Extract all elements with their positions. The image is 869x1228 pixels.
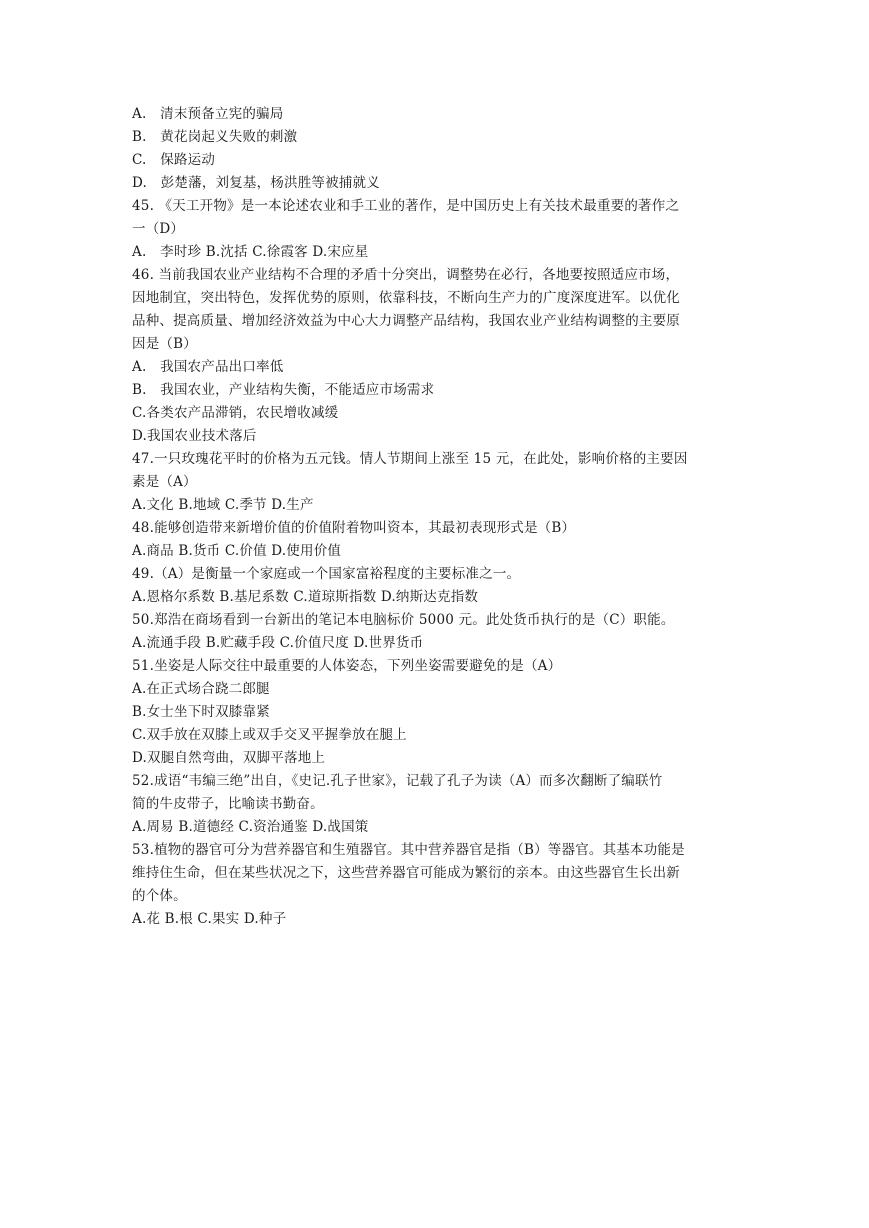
text-line: A.恩格尔系数 B.基尼系数 C.道琼斯指数 D.纳斯达克指数: [132, 589, 479, 605]
text-line: 52.成语“韦编三绝”出自，《史记.孔子世家》，记载了孔子为读（A）而多次翻断了编联竹: [132, 773, 663, 789]
text-line: 48.能够创造带来新增价值的价值附着物叫资本，其最初表现形式是（B）: [132, 520, 576, 536]
text-line: A. 我国农产品出口率低: [132, 359, 284, 375]
text-line: A.花 B.根 C.果实 D.种子: [132, 911, 287, 927]
text-line: 53.植物的器官可分为营养器官和生殖器官。其中营养器官是指（B）等器官。其基本功能是: [132, 842, 685, 858]
text-line: C.各类农产品滞销，农民增收减缓: [132, 405, 339, 421]
text-line: D.我国农业技术落后: [132, 428, 257, 444]
text-line: D.双腿自然弯曲，双脚平落地上: [132, 750, 326, 766]
text-line: 因是（B）: [132, 336, 197, 352]
text-line: 简的牛皮带子，比喻读书勤奋。: [132, 796, 324, 812]
text-line: 46. 当前我国农业产业结构不合理的矛盾十分突出，调整势在必行，各地要按照适应市场，: [132, 267, 680, 283]
document-page: [132, 103, 744, 931]
text-line: C.双手放在双膝上或双手交叉平握拳放在腿上: [132, 727, 407, 743]
text-line: D. 彭楚藩，刘复基，杨洪胜等被捕就义: [132, 175, 380, 191]
text-line: B. 黄花岗起义失败的刺激: [132, 129, 298, 145]
text-line: 的个体。: [132, 888, 187, 904]
text-line: 49.（A）是衡量一个家庭或一个国家富裕程度的主要标准之一。: [132, 566, 521, 582]
text-line: 品种、提高质量、增加经济效益为中心大力调整产品结构，我国农业产业结构调整的主要原: [132, 313, 680, 329]
text-line: B. 我国农业，产业结构失衡，不能适应市场需求: [132, 382, 435, 398]
text-line: A.流通手段 B.贮藏手段 C.价值尺度 D.世界货币: [132, 635, 424, 651]
text-line: 维持住生命，但在某些状况之下，这些营养器官可能成为繁衍的亲本。由这些器官生长出新: [132, 865, 680, 881]
text-line: B.女士坐下时双膝靠紧: [132, 704, 270, 720]
text-line: A.商品 B.货币 C.价值 D.使用价值: [132, 543, 342, 559]
text-line: A.在正式场合跷二郎腿: [132, 681, 270, 697]
text-line: 51.坐姿是人际交往中最重要的人体姿态，下列坐姿需要避免的是（A）: [132, 658, 562, 674]
text-line: A. 李时珍 B.沈括 C.徐霞客 D.宋应星: [132, 244, 369, 260]
text-line: A.周易 B.道德经 C.资治通鉴 D.战国策: [132, 819, 369, 835]
text-line: 47.一只玫瑰花平时的价格为五元钱。情人节期间上涨至 15 元，在此处，影响价格的主要因: [132, 451, 688, 467]
text-line: 素是（A）: [132, 474, 197, 490]
text-line: 因地制宜，突出特色，发挥优势的原则，依靠科技，不断向生产力的广度深度进军。以优化: [132, 290, 680, 306]
text-line: 50.郑浩在商场看到一台新出的笔记本电脑标价 5000 元。此处货币执行的是（C）职能。: [132, 612, 675, 628]
text-line: A.文化 B.地域 C.季节 D.生产: [132, 497, 314, 513]
text-line: 45. 《天工开物》是一本论述农业和手工业的著作，是中国历史上有关技术最重要的著作之: [132, 198, 680, 214]
text-line: 一（D）: [132, 221, 185, 237]
text-line: C. 保路运动: [132, 152, 216, 168]
text-line: A. 清末预备立宪的骗局: [132, 106, 284, 122]
